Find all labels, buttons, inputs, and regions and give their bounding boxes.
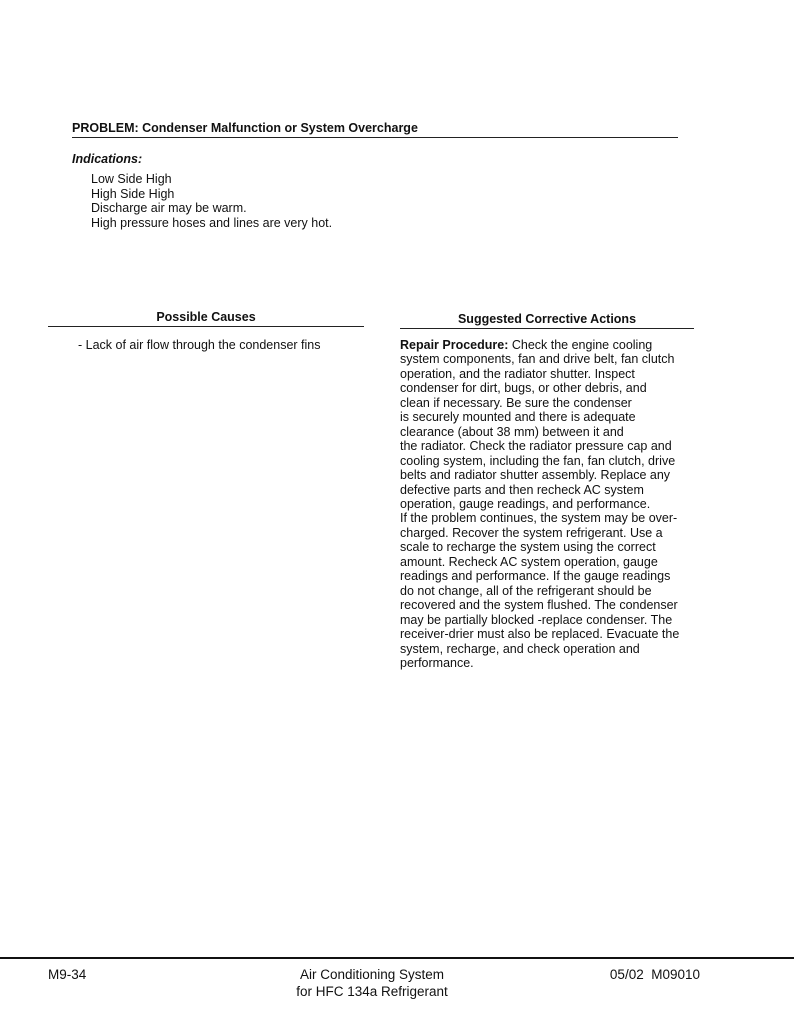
corrective-action-line: recovered and the system flushed. The condenser (400, 598, 678, 613)
corrective-action-line: is securely mounted and there is adequate (400, 410, 636, 425)
indication-item: High Side High (91, 186, 175, 201)
corrective-action-line: operation, and the radiator shutter. Inspect (400, 366, 635, 381)
document-code: 05/02 M09010 (609, 967, 700, 982)
corrective-action-line: readings and performance. If the gauge readings (400, 569, 671, 584)
footer-title-line1: Air Conditioning System (299, 967, 445, 982)
corrective-action-line: scale to recharge the system using the correct (400, 540, 656, 555)
indications-label: Indications: (72, 152, 143, 166)
possible-causes-header: Possible Causes (48, 310, 364, 327)
repair-procedure-lead: Repair Procedure: (400, 338, 509, 352)
corrective-action-line: cooling system, including the fan, fan clutch, drive (400, 453, 676, 468)
corrective-action-line: condenser for dirt, bugs, or other debris, and (400, 381, 647, 396)
indication-item: Low Side High (91, 172, 172, 186)
corrective-action-line: operation, gauge readings, and performance. (400, 496, 651, 511)
corrective-action-line-first (400, 338, 692, 352)
corrective-action-line: system components, fan and drive belt, fan clutch (400, 352, 675, 367)
footer-divider (0, 957, 794, 959)
indication-item: High pressure hoses and lines are very hot. (91, 215, 333, 230)
footer-title-line2: for HFC 134a Refrigerant (296, 983, 448, 999)
footer-title (247, 967, 497, 1000)
indication-item: Discharge air may be warm. (91, 201, 247, 216)
corrective-actions-header: Suggested Corrective Actions (400, 312, 694, 329)
corrective-action-text: Check the engine cooling (508, 338, 653, 352)
corrective-action-line: the radiator. Check the radiator pressure cap and (400, 439, 672, 454)
corrective-action-line: may be partially blocked -replace condenser. The (400, 612, 673, 627)
corrective-action-line: If the problem continues, the system may be over- (400, 511, 678, 526)
page-number: M9-34 (48, 967, 87, 982)
corrective-action-line: clearance (about 38 mm) between it and (400, 424, 624, 439)
corrective-action-line: defective parts and then recheck AC system (400, 482, 644, 497)
indications-list (91, 172, 332, 230)
corrective-action-line: receiver-drier must also be replaced. Evacuate the (400, 627, 680, 642)
corrective-action-line: system, recharge, and check operation and (400, 641, 640, 656)
problem-heading: PROBLEM: Condenser Malfunction or System Overcharge (72, 121, 678, 138)
corrective-action-line: performance. (400, 655, 474, 670)
corrective-action-line: belts and radiator shutter assembly. Replace any (400, 468, 671, 483)
corrective-action-line: do not change, all of the refrigerant should be (400, 583, 652, 598)
corrective-actions-body (400, 338, 692, 670)
corrective-action-line: amount. Recheck AC system operation, gauge (400, 554, 658, 569)
corrective-action-line: clean if necessary. Be sure the condenser (400, 395, 632, 410)
cause-item: - Lack of air flow through the condenser fins (78, 338, 321, 352)
corrective-action-line: charged. Recover the system refrigerant. Use a (400, 525, 663, 540)
